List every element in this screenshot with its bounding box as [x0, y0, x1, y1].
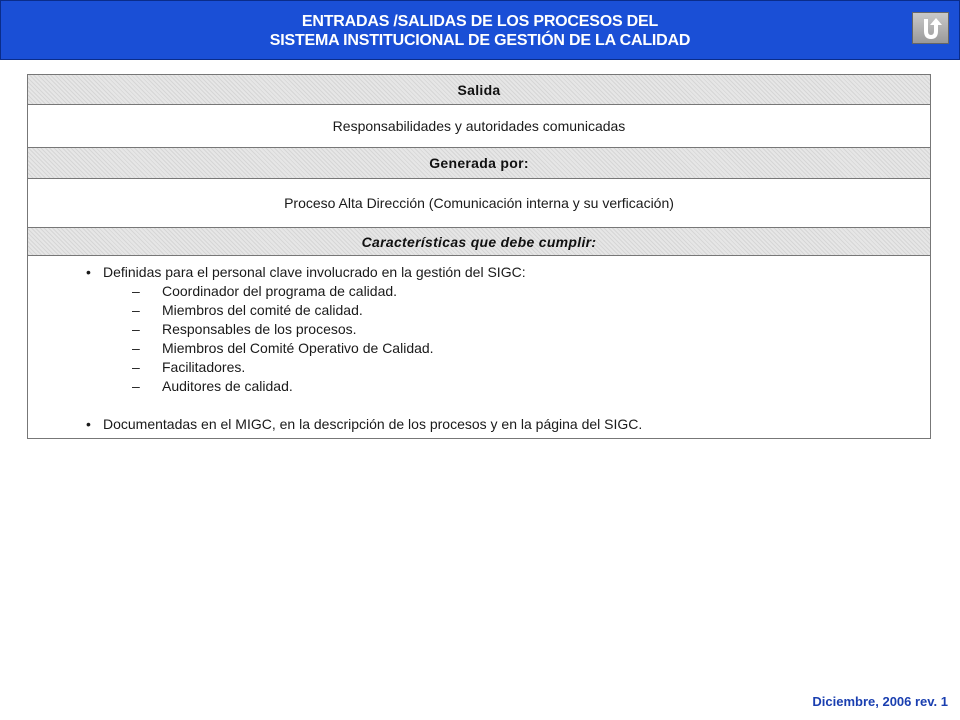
u-turn-back-icon — [918, 16, 944, 40]
sub-item-text: Facilitadores. — [162, 359, 246, 375]
dash-glyph: – — [132, 302, 140, 318]
title-banner — [0, 0, 960, 60]
sub-item-text: Coordinador del programa de calidad. — [162, 283, 398, 299]
sub-item-text: Auditores de calidad. — [162, 378, 293, 394]
salida-value: Responsabilidades y autoridades comunicadas — [332, 118, 626, 134]
sub-item-text: Miembros del Comité Operativo de Calidad. — [162, 340, 434, 356]
salida-header — [28, 75, 930, 105]
caracteristicas-body — [28, 256, 930, 438]
page-title-line1: ENTRADAS /SALIDAS DE LOS PROCESOS DEL — [301, 13, 659, 30]
dash-glyph: – — [132, 378, 140, 394]
dash-glyph: – — [132, 321, 140, 337]
bullet-text: Documentadas en el MIGC, en la descripción de los procesos y en la página del SIGC. — [103, 416, 643, 432]
back-button[interactable] — [912, 12, 949, 44]
process-table — [27, 74, 931, 439]
dash-glyph: – — [132, 283, 140, 299]
dash-glyph: – — [132, 359, 140, 375]
caracteristicas-label: Características que debe cumplir: — [361, 234, 597, 250]
footer-date: Diciembre, 2006 rev. 1 — [812, 694, 948, 709]
caracteristicas-header — [28, 228, 930, 256]
salida-label: Salida — [457, 82, 501, 98]
bullet-glyph: • — [86, 416, 91, 432]
generada-row — [28, 179, 930, 228]
bullet-glyph: • — [86, 264, 91, 280]
dash-glyph: – — [132, 340, 140, 356]
generada-header — [28, 148, 930, 179]
generada-value: Proceso Alta Dirección (Comunicación interna y su verficación) — [284, 195, 674, 211]
page-title-line2: SISTEMA INSTITUCIONAL DE GESTIÓN DE LA CALIDAD — [269, 32, 691, 49]
salida-row — [28, 105, 930, 148]
sub-item-text: Responsables de los procesos. — [162, 321, 357, 337]
generada-label: Generada por: — [429, 155, 529, 171]
sub-item-text: Miembros del comité de calidad. — [162, 302, 363, 318]
bullet-text: Definidas para el personal clave involucrado en la gestión del SIGC: — [103, 264, 526, 280]
